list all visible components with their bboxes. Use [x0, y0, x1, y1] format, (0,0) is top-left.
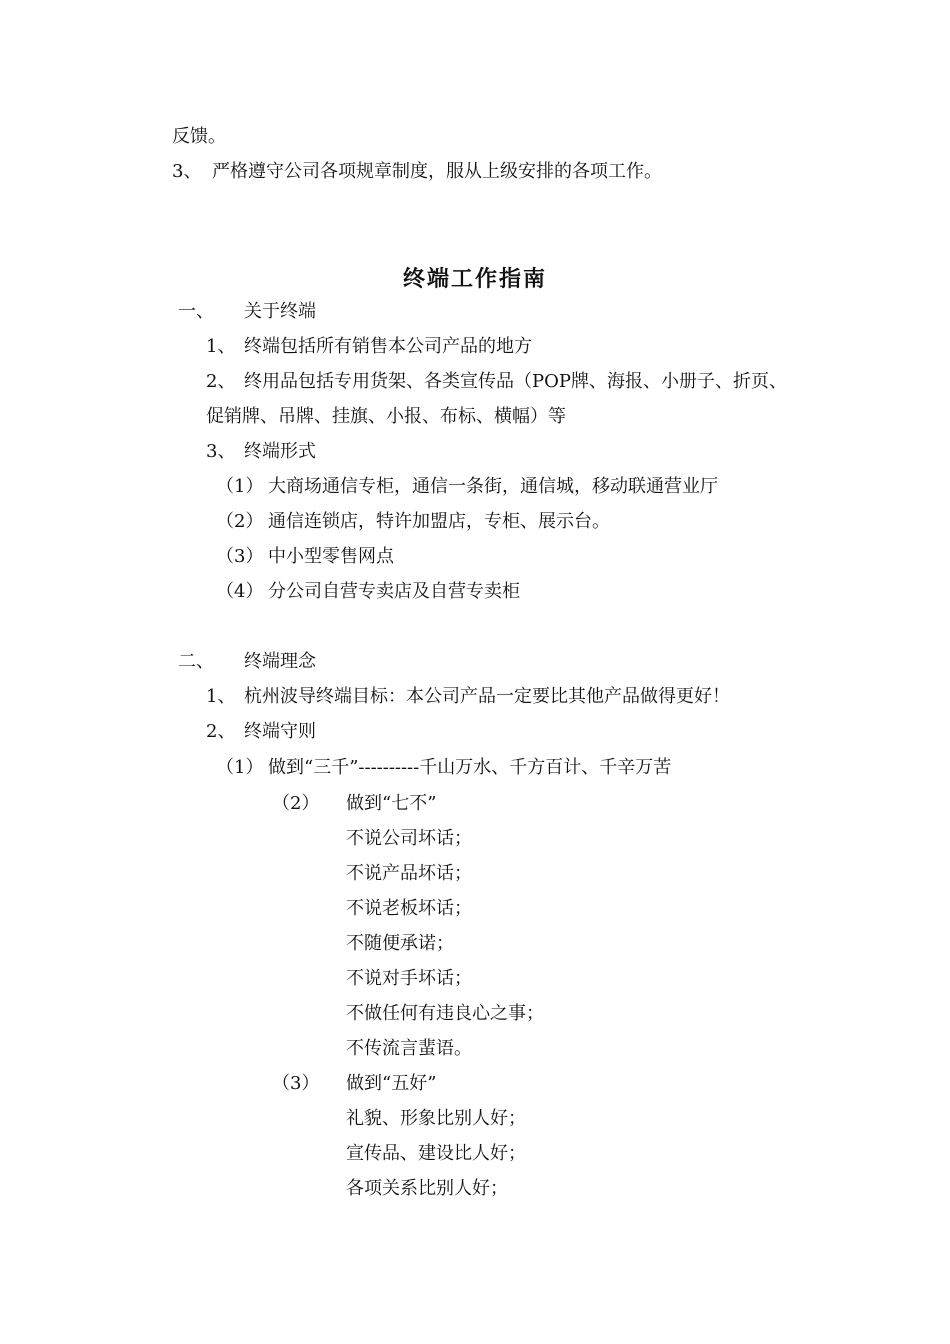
list-item-num: 3、	[206, 441, 236, 462]
rule-line: 不随便承诺；	[346, 933, 454, 954]
list-item-num: 3、	[172, 161, 202, 182]
list-item-num: 1、	[206, 336, 236, 357]
rule-line: 各项关系比别人好；	[346, 1178, 508, 1199]
rule-line: 不传流言蜚语。	[346, 1038, 472, 1059]
rule-line: 不说对手坏话；	[346, 968, 472, 989]
sub-item-text: 中小型零售网点	[268, 546, 394, 567]
sub-item-text: 通信连锁店，特许加盟店，专柜、展示台。	[268, 511, 610, 532]
list-item-text: 终端形式	[244, 441, 316, 462]
text-line: 反馈。	[172, 126, 226, 147]
sub-item-text: 做到“三千”----------千山万水、千方百计、千辛万苦	[268, 757, 672, 778]
list-item-text: 终端守则	[244, 721, 316, 742]
sub-item-num: （1）	[216, 757, 264, 778]
list-item-text-cont: 促销牌、吊牌、挂旗、小报、布标、横幅）等	[206, 406, 566, 427]
sub-item-num: （1）	[216, 476, 264, 497]
page-title: 终端工作指南	[402, 267, 547, 292]
sub-item-heading: 做到“五好”	[346, 1073, 437, 1094]
sub-item-text: 大商场通信专柜，通信一条街，通信城，移动联通营业厅	[268, 476, 718, 497]
list-item-text: 杭州波导终端目标：本公司产品一定要比其他产品做得更好！	[244, 686, 730, 707]
section-heading: 终端理念	[244, 651, 316, 672]
sub-item-num: （2）	[272, 793, 320, 814]
list-item-num: 1、	[206, 686, 236, 707]
rule-line: 不说公司坏话；	[346, 828, 472, 849]
rule-line: 不做任何有违良心之事；	[346, 1003, 544, 1024]
sub-item-num: （4）	[216, 581, 264, 602]
sub-item-num: （3）	[216, 546, 264, 567]
list-item-num: 2、	[206, 721, 236, 742]
sub-item-heading: 做到“七不”	[346, 793, 437, 814]
list-item-text: 终端包括所有销售本公司产品的地方	[244, 336, 532, 357]
rule-line: 不说产品坏话；	[346, 863, 472, 884]
rule-line: 宣传品、建设比人好；	[346, 1143, 526, 1164]
sub-item-text: 分公司自营专卖店及自营专卖柜	[268, 581, 520, 602]
list-item-text: 严格遵守公司各项规章制度，服从上级安排的各项工作。	[212, 161, 662, 182]
section-num: 一、	[178, 301, 214, 322]
list-item-text: 终用品包括专用货架、各类宣传品（POP牌、海报、小册子、折页、	[244, 371, 787, 392]
rule-line: 礼貌、形象比别人好；	[346, 1108, 526, 1129]
list-item-num: 2、	[206, 371, 236, 392]
sub-item-num: （3）	[272, 1073, 320, 1094]
section-heading: 关于终端	[244, 301, 316, 322]
rule-line: 不说老板坏话；	[346, 898, 472, 919]
section-num: 二、	[178, 651, 214, 672]
sub-item-num: （2）	[216, 511, 264, 532]
